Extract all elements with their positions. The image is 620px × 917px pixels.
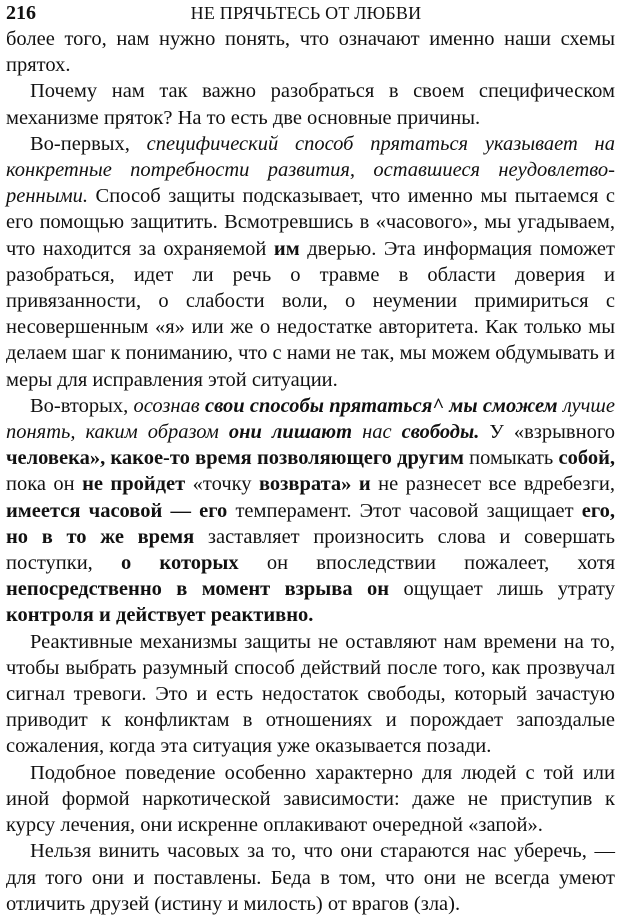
bold-emphasis: о которых — [120, 552, 239, 575]
bold-emphasis: его, но в то же время — [6, 499, 615, 548]
paragraph — [6, 838, 615, 917]
running-title: НЕ ПРЯЧЬТЕСЬ ОТ ЛЮБВИ — [190, 3, 422, 23]
text-span: Во-вторых, — [30, 394, 134, 417]
text-span: не разнесет все вдребезги, — [370, 473, 615, 496]
bold-emphasis: человека», какое-то время позволяющего другим — [6, 447, 464, 470]
page-header — [6, 2, 606, 26]
text-span: Почему нам так важно разобраться в своем специфическом механизме пряток? На то есть две основные причины. — [6, 80, 615, 129]
bold-emphasis: имеется часовой — его — [6, 499, 228, 522]
paragraph — [6, 629, 615, 760]
paragraph-second-reason — [6, 393, 615, 629]
paragraph-first-reason — [6, 131, 615, 393]
text-span: более того, нам нужно понять, что означают именно наши схемы прятох. — [6, 28, 615, 77]
text-span: Нельзя винить часовых за то, что они стараются нас уберечь, — для того они и поставлены. Беда в том, что они не всегда умеют отличить друзей (истину и милость) от врагов (зла). — [6, 840, 615, 915]
text-span: У «взрывного — [479, 421, 615, 444]
text-span: дверью. Эта информация поможет разобраться, идет ли речь о травме в области доверия и привязанности, о слабости воли, о неумении примириться с несовершенным «я» или же о недостатке авторитета. Как только мы делаем шаг к пониманию, что с нами не так, мы можем обдумывать и меры для исправления этой ситуации. — [6, 237, 615, 391]
bold-italic-emphasis: свободы. — [401, 421, 480, 444]
text-span: заставляет произносить слова и совершать поступки, — [6, 525, 615, 575]
italic-emphasis: осознав — [133, 394, 205, 417]
text-span: он впоследствии пожалеет, хотя — [238, 552, 615, 575]
bold-emphasis: им — [273, 237, 300, 260]
page-number: 216 — [6, 2, 36, 24]
text-span: «точку — [185, 473, 259, 496]
bold-italic-emphasis: они лишают — [228, 421, 353, 444]
bold-emphasis: не пройдет — [82, 473, 186, 496]
italic-emphasis: лучше понять, каким образом — [6, 394, 615, 444]
text-span: помыкать — [463, 447, 559, 470]
text-span: Способ защиты подсказывает, что именно мы пытаемся с его помощью защитить. Всмотревшись в «часового», мы угадываем, что находится за охраняемой — [6, 185, 615, 260]
bold-emphasis: возврата» и — [259, 473, 371, 496]
bold-emphasis: собой, — [558, 447, 615, 470]
text-span: Подобное поведение особенно характерно для людей с той или иной формой наркотической зависимости: даже не приступив к курсу лечения, они искренне оплакивают очередной «запой». — [6, 761, 615, 837]
italic-emphasis: специфический способ прятаться указывает на конкретные потребности развития, оставшиеся неудовлетво-ренными. — [6, 132, 615, 208]
paragraph-continuation — [6, 26, 615, 78]
text-span: темперамент. Этот часовой защищает — [227, 499, 582, 522]
paragraph — [6, 78, 615, 130]
body-text — [6, 26, 615, 917]
bold-emphasis: непосредственно в момент взрыва он — [6, 578, 390, 601]
bold-italic-emphasis: свои способы прятаться^ мы сможем — [204, 394, 558, 417]
bold-emphasis: контроля и действует реактивно. — [6, 604, 314, 627]
text-span: Реактивные механизмы защиты не оставляют нам времени на то, чтобы выбрать разумный способ действий после того, как прозвучал сигнал тревоги. Это и есть недостаток свободы, который зачастую приводит к конфликтам в отношениях и порождает запоздалые сожаления, когда эта ситуация уже оказывается позади. — [6, 630, 615, 758]
paragraph — [6, 760, 615, 839]
italic-emphasis: нас — [352, 421, 402, 444]
text-span: пока он — [6, 473, 83, 496]
text-span: ощущает лишь утрату — [389, 578, 615, 601]
text-span: Во-первых, — [30, 132, 147, 155]
